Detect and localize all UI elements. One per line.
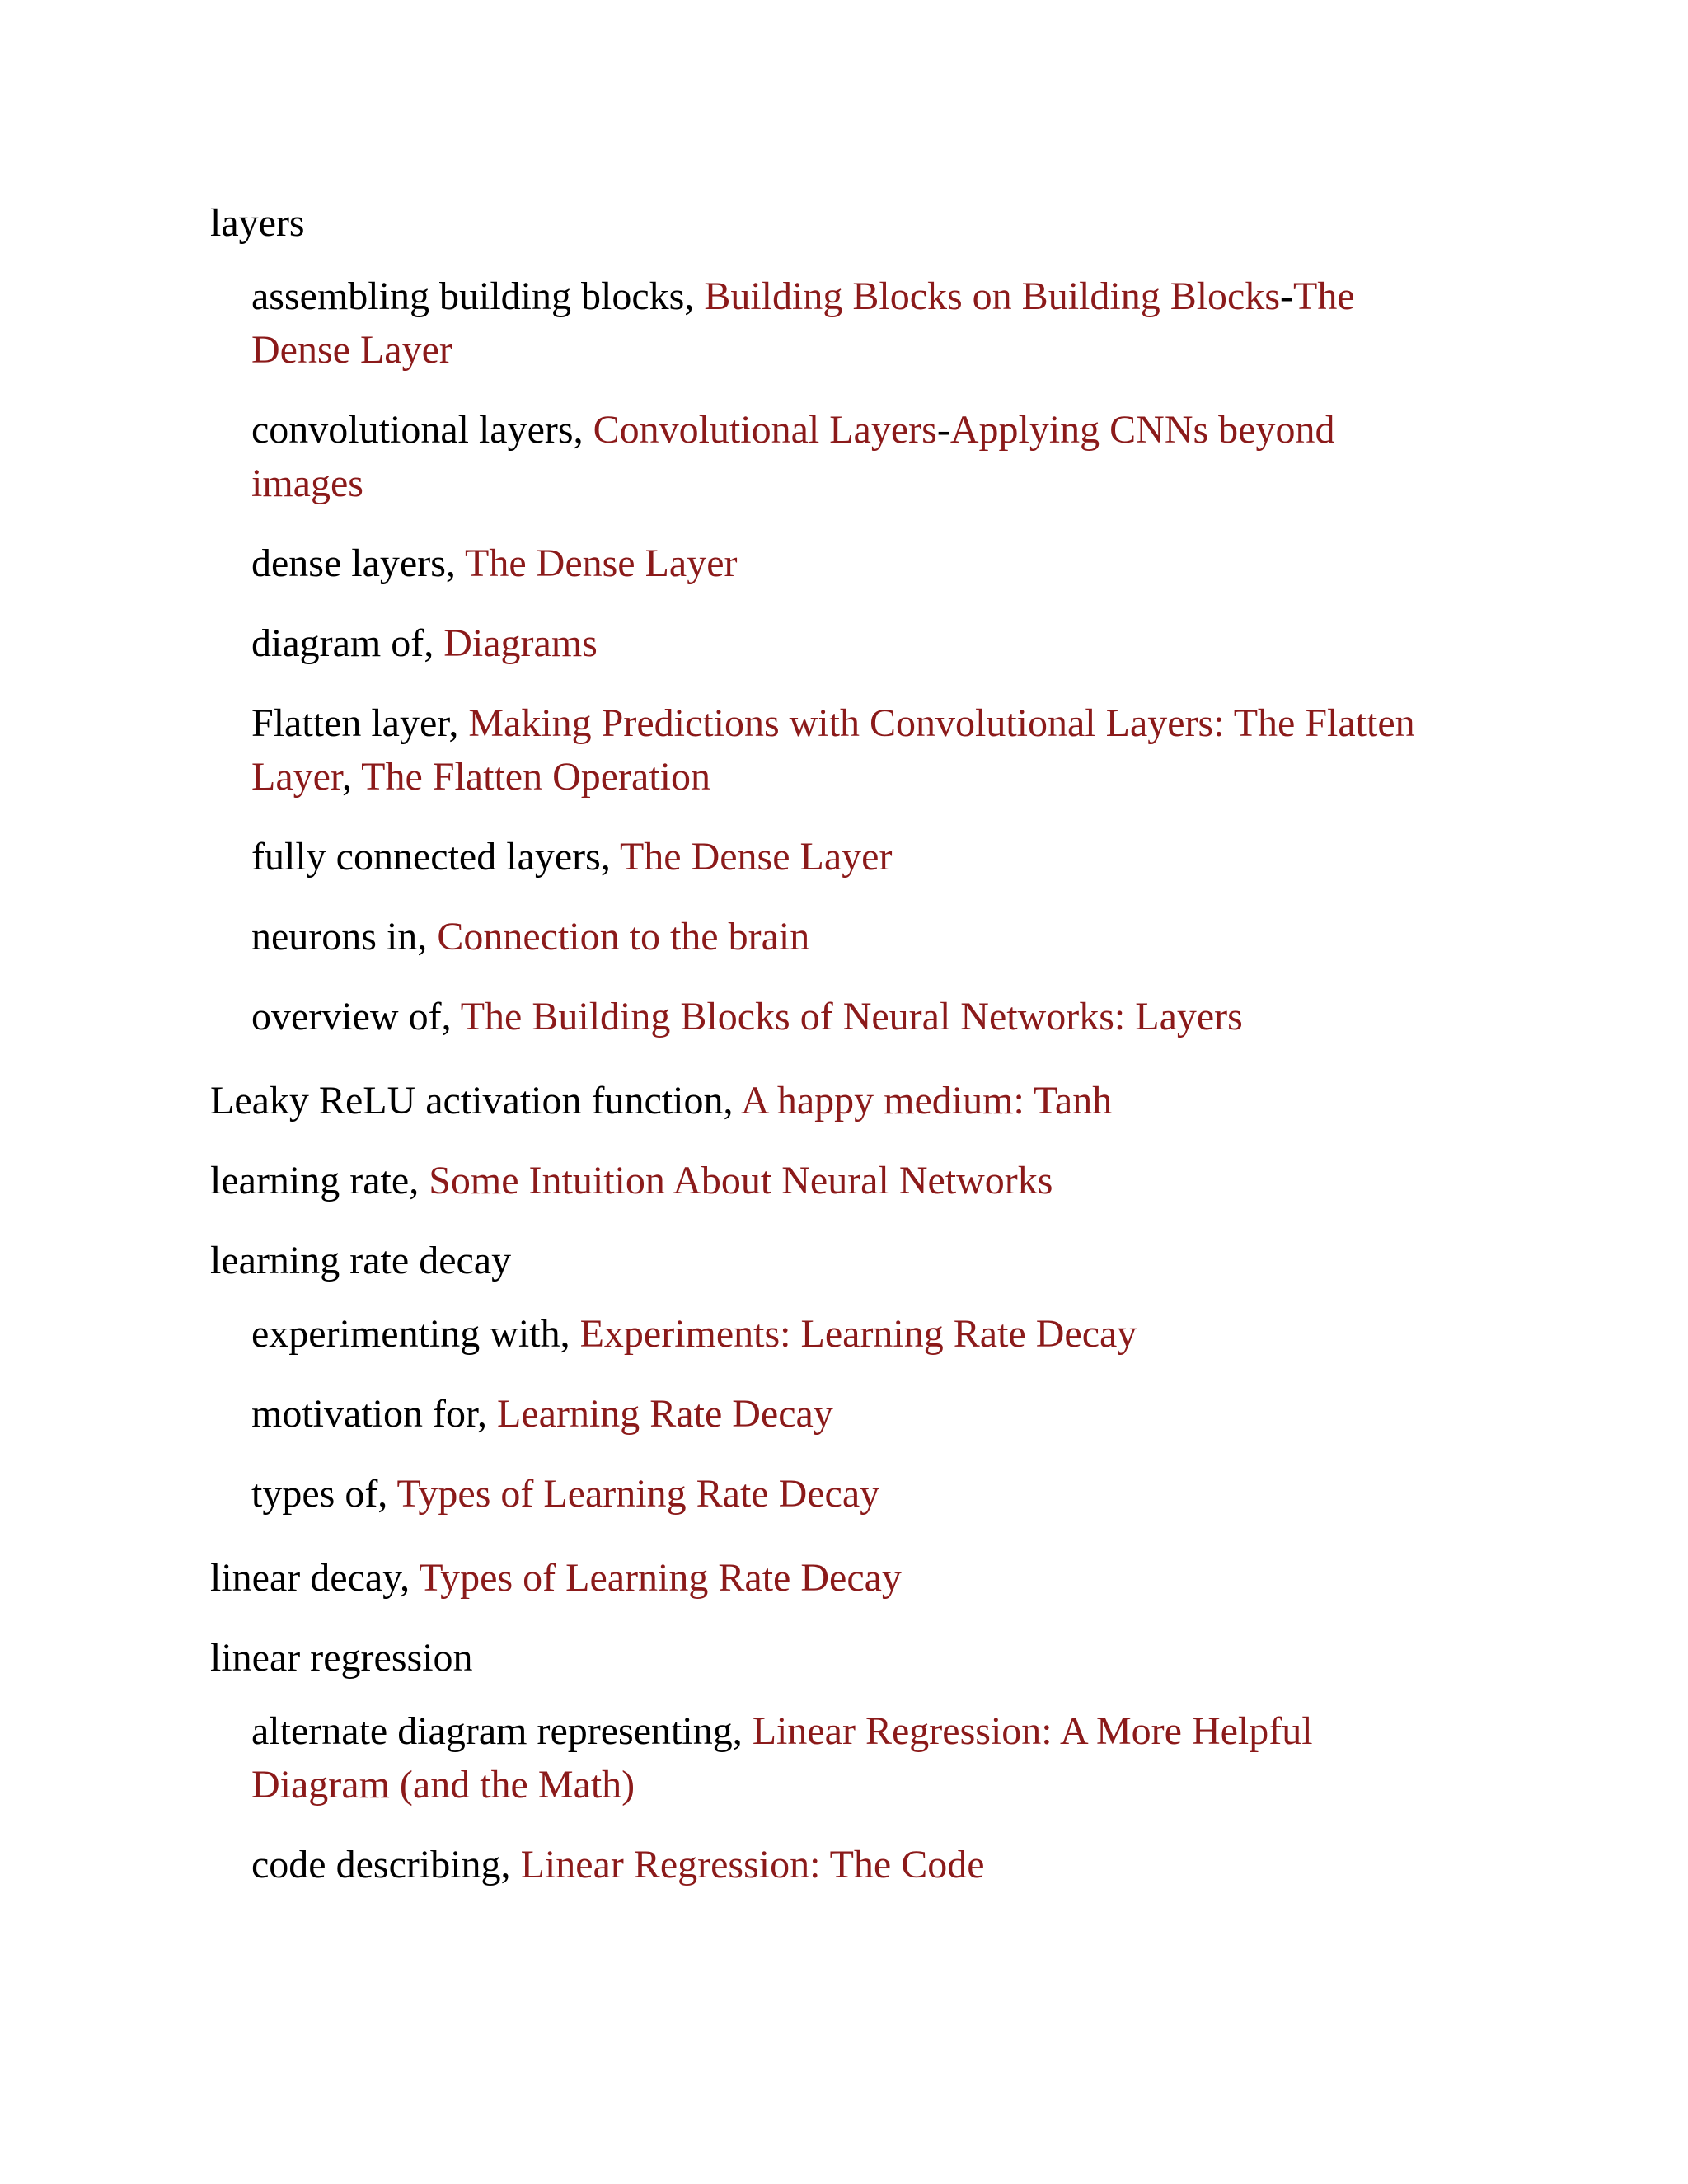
index-link-learning-rate-decay[interactable]: Learning Rate Decay bbox=[497, 1392, 833, 1436]
index-term: learning rate, bbox=[210, 1159, 429, 1202]
index-link-a-happy-medium-tanh[interactable]: A happy medium: Tanh bbox=[740, 1079, 1113, 1122]
index-subentry-assembling-continued bbox=[251, 323, 452, 377]
index-term: linear regression bbox=[210, 1636, 473, 1680]
index-range-separator: - bbox=[1280, 274, 1294, 318]
index-subentry-code-describing bbox=[251, 1838, 985, 1891]
index-subentry-types-of bbox=[251, 1467, 879, 1521]
index-subentry-flatten-layer bbox=[251, 696, 1415, 750]
index-link-the-dense-layer[interactable]: The bbox=[1293, 274, 1355, 318]
index-term: linear decay, bbox=[210, 1556, 420, 1600]
index-term: alternate diagram representing, bbox=[251, 1709, 753, 1753]
index-link-the-dense-layer[interactable]: The Dense Layer bbox=[465, 541, 738, 585]
index-range-separator: - bbox=[936, 408, 950, 452]
index-link-separator: , bbox=[342, 755, 362, 799]
index-entry-learning-rate bbox=[210, 1154, 1053, 1207]
index-subentry-alternate-diagram-continued bbox=[251, 1758, 635, 1811]
index-subentry-assembling-building-blocks bbox=[251, 269, 1355, 323]
index-term: code describing, bbox=[251, 1843, 521, 1886]
index-subentry-alternate-diagram bbox=[251, 1704, 1313, 1758]
index-term: motivation for, bbox=[251, 1392, 498, 1436]
index-term: fully connected layers, bbox=[251, 835, 620, 879]
index-link-diagrams[interactable]: Diagrams bbox=[443, 621, 598, 665]
index-link-types-of-learning-rate-decay[interactable]: Types of Learning Rate Decay bbox=[419, 1556, 902, 1600]
index-entry-linear-decay bbox=[210, 1551, 902, 1605]
index-link-applying-cnns-beyond-images[interactable]: Applying CNNs beyond bbox=[950, 408, 1335, 452]
index-link-building-blocks-of-neural-networks[interactable]: The Building Blocks of Neural Networks: Layers bbox=[460, 995, 1243, 1038]
index-term: types of, bbox=[251, 1472, 397, 1516]
index-link-linear-regression-more-helpful-diagram-continued[interactable]: Diagram (and the Math) bbox=[251, 1763, 635, 1807]
index-subentry-experimenting-with bbox=[251, 1307, 1137, 1361]
index-subentry-diagram-of bbox=[251, 616, 598, 670]
index-subentry-neurons-in bbox=[251, 910, 809, 963]
index-subentry-fully-connected-layers bbox=[251, 830, 892, 883]
index-link-making-predictions-flatten-layer[interactable]: Making Predictions with Convolutional Layers: The Flatten bbox=[468, 701, 1415, 745]
index-link-the-flatten-operation[interactable]: The Flatten Operation bbox=[361, 755, 711, 799]
index-subentry-overview-of bbox=[251, 990, 1243, 1043]
index-term: Leaky ReLU activation function, bbox=[210, 1079, 741, 1122]
index-term: overview of, bbox=[251, 995, 461, 1038]
index-entry-linear-regression bbox=[210, 1631, 473, 1685]
index-link-applying-cnns-beyond-images-continued[interactable]: images bbox=[251, 462, 363, 505]
index-subentry-dense-layers bbox=[251, 537, 738, 590]
index-term: assembling building blocks, bbox=[251, 274, 705, 318]
index-subentry-convolutional-layers bbox=[251, 403, 1334, 457]
index-link-connection-to-the-brain[interactable]: Connection to the brain bbox=[437, 915, 810, 958]
index-entry-learning-rate-decay bbox=[210, 1234, 511, 1287]
index-term: experimenting with, bbox=[251, 1312, 580, 1356]
index-entry-leaky-relu bbox=[210, 1074, 1112, 1127]
index-link-experiments-learning-rate-decay[interactable]: Experiments: Learning Rate Decay bbox=[579, 1312, 1137, 1356]
index-term: Flatten layer, bbox=[251, 701, 469, 745]
index-link-building-blocks-on-building-blocks[interactable]: Building Blocks on Building Blocks bbox=[704, 274, 1281, 318]
index-term: convolutional layers, bbox=[251, 408, 593, 452]
index-term: neurons in, bbox=[251, 915, 438, 958]
index-link-linear-regression-the-code[interactable]: Linear Regression: The Code bbox=[520, 1843, 985, 1886]
index-term: layers bbox=[210, 201, 305, 245]
index-link-making-predictions-flatten-layer-continued[interactable]: Layer bbox=[251, 755, 342, 799]
index-link-some-intuition-about-neural-networks[interactable]: Some Intuition About Neural Networks bbox=[429, 1159, 1053, 1202]
index-subentry-convolutional-continued bbox=[251, 457, 363, 510]
index-term: learning rate decay bbox=[210, 1239, 512, 1282]
index-link-types-of-learning-rate-decay[interactable]: Types of Learning Rate Decay bbox=[396, 1472, 880, 1516]
index-link-the-dense-layer[interactable]: The Dense Layer bbox=[619, 835, 893, 879]
index-link-convolutional-layers[interactable]: Convolutional Layers bbox=[593, 408, 937, 452]
index-entry-layers bbox=[210, 196, 305, 250]
index-subentry-flatten-continued bbox=[251, 750, 710, 804]
index-link-linear-regression-more-helpful-diagram[interactable]: Linear Regression: A More Helpful bbox=[752, 1709, 1313, 1753]
index-term: diagram of, bbox=[251, 621, 444, 665]
index-subentry-motivation-for bbox=[251, 1387, 833, 1441]
index-term: dense layers, bbox=[251, 541, 466, 585]
index-link-the-dense-layer-continued[interactable]: Dense Layer bbox=[251, 328, 452, 372]
